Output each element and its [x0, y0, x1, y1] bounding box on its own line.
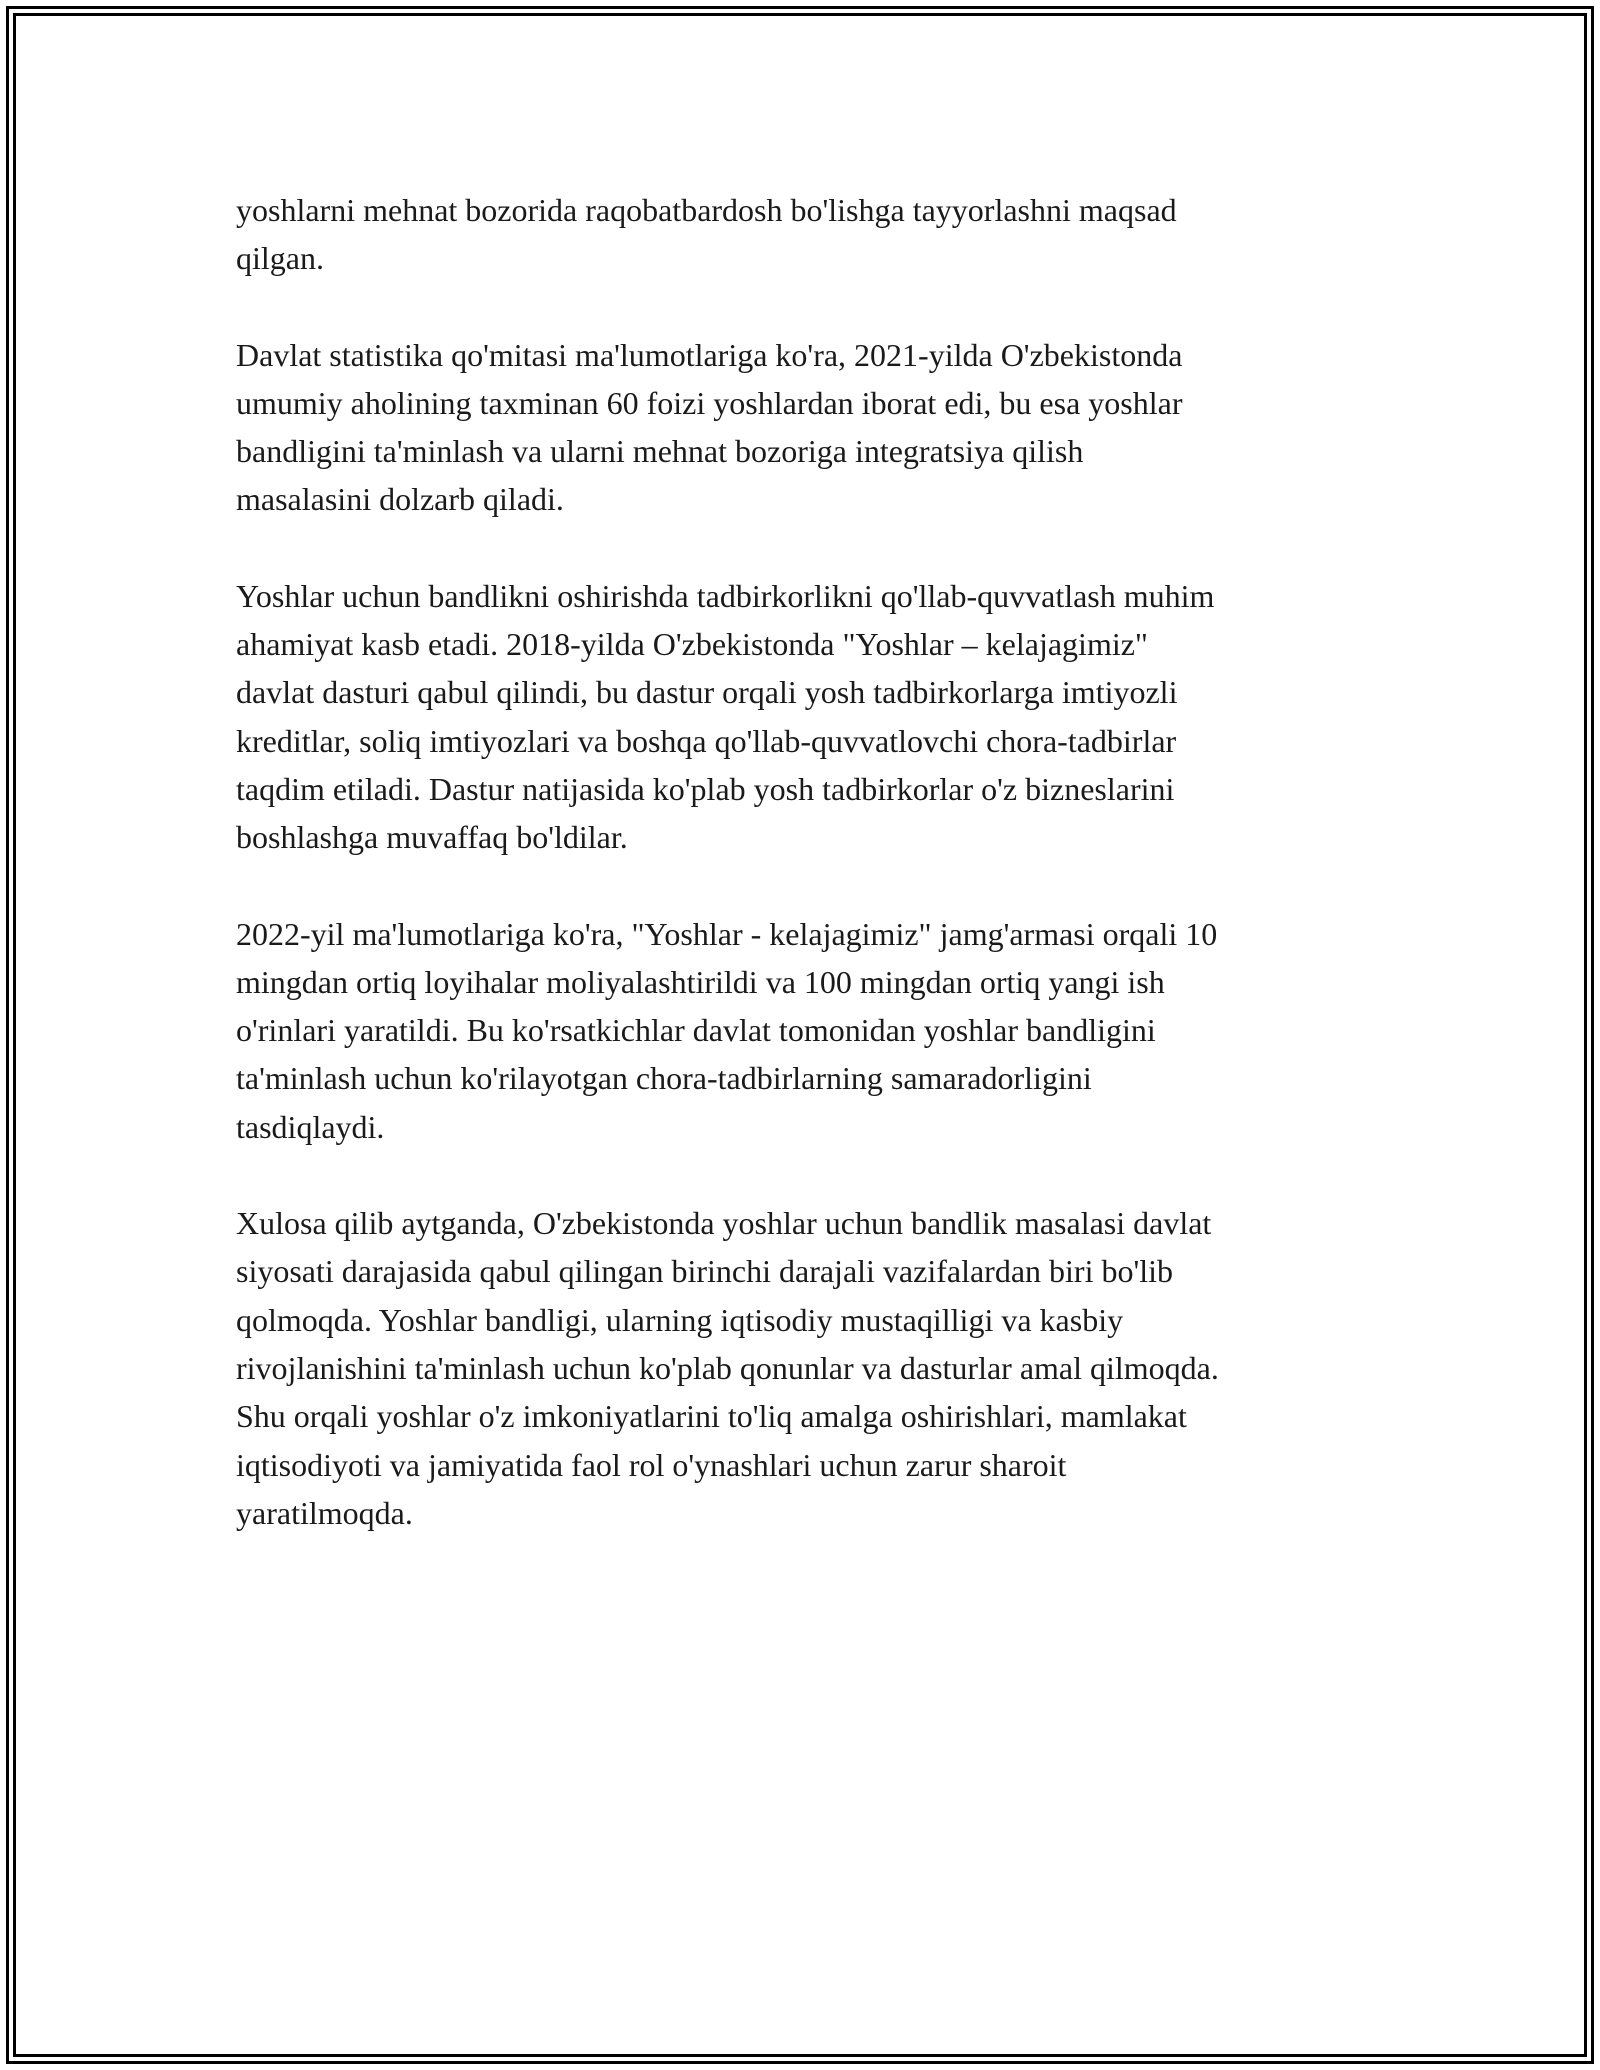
- document-body: [236, 186, 1396, 1585]
- paragraph-continuation: yoshlarni mehnat bozorida raqobatbardosh bo'lishga tayyorlashni maqsad qilgan.: [236, 192, 1177, 277]
- paragraph-2022-results: 2022-yil ma'lumotlariga ko'ra, "Yoshlar - kelajagimiz" jamg'armasi orqali 10 mingdan ortiq loyihalar moliyalashtirildi va 100 mingdan ortiq yangi ish o'rinlari yaratildi. Bu ko'rsatkichlar davlat tomonidan yoshlar bandligini ta'minlash uchun ko'rilayotgan chora-tadbirlarning samaradorligini tasdiqlaydi.: [236, 915, 1218, 1145]
- paragraph-statistics: Davlat statistika qo'mitasi ma'lumotlariga ko'ra, 2021-yilda O'zbekistonda umumiy aholining taxminan 60 foizi yoshlardan iborat edi, bu esa yoshlar bandligini ta'minlash va ularni mehnat bozoriga integratsiya qilish masalasini dolzarb qiladi.: [236, 336, 1183, 518]
- paragraph-conclusion: Xulosa qilib aytganda, O'zbekistonda yoshlar uchun bandlik masalasi davlat siyosati darajasida qabul qilingan birinchi darajali vazifalardan biri bo'lib qolmoqda. Yoshlar bandligi, ularning iqtisodiy mustaqilligi va kasbiy rivojlanishini ta'minlash uchun ko'plab qonunlar va dasturlar amal qilmoqda. Shu orqali yoshlar o'z imkoniyatlarini to'liq amalga oshirishlari, mamlakat iqtisodiyoti va jamiyatida faol rol o'ynashlari uchun zarur sharoit yaratilmoqda.: [236, 1205, 1219, 1531]
- paragraph-entrepreneurship: Yoshlar uchun bandlikni oshirishda tadbirkorlikni qo'llab-quvvatlash muhim ahamiyat kasb etadi. 2018-yilda O'zbekistonda "Yoshlar – kelajagimiz" davlat dasturi qabul qilindi, bu dastur orqali yosh tadbirkorlarga imtiyozli kreditlar, soliq imtiyozlari va boshqa qo'llab-quvvatlovchi chora-tadbirlar taqdim etiladi. Dastur natijasida ko'plab yosh tadbirkorlar o'z bizneslarini boshlashga muvaffaq bo'ldilar.: [236, 577, 1215, 856]
